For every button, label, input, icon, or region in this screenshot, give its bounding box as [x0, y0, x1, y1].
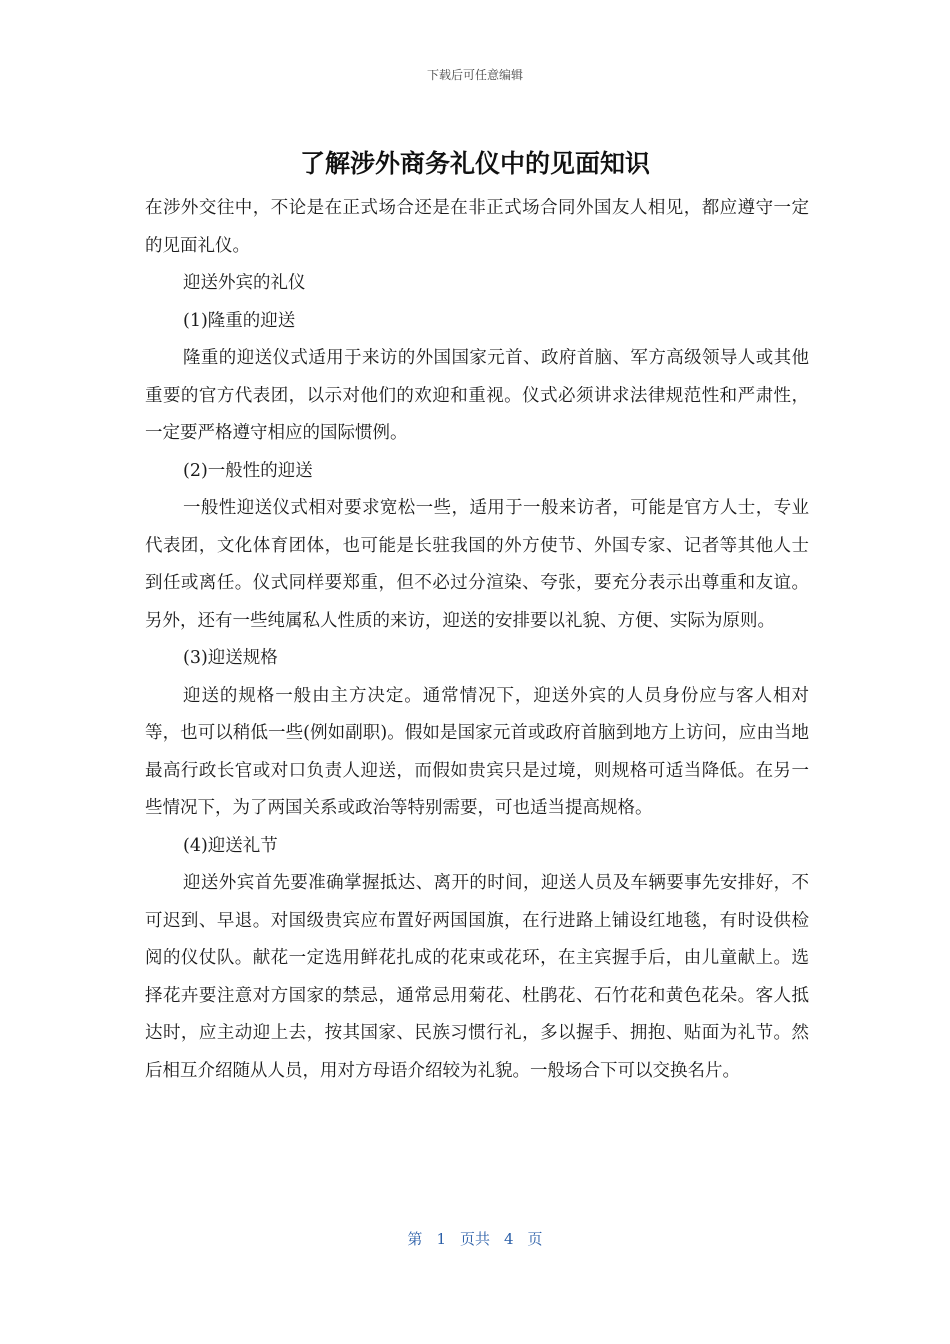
header-note: 下载后可任意编辑 — [426, 68, 523, 82]
document-body — [145, 190, 809, 1090]
subsection-heading: (1)隆重的迎送 — [183, 310, 296, 331]
page-label-mid: 页共 — [459, 1230, 490, 1248]
subsection-heading: (3)迎送规格 — [183, 648, 278, 668]
body-paragraph: 迎送外宾首先要准确掌握抵达、离开的时间，迎送人员及车辆要事先安排好，不可迟到、早退。对国级贵宾应布置好两国国旗，在行进路上铺设红地毯，有时设供检阅的仪仗队。献花一定选用鲜花扎成的花束或花环，在主宾握手后，由儿童献上。选择花卉要注意对方国家的禁忌，通常忌用菊花、杜鹃花、石竹花和黄色花朵。客人抵达时，应主动迎上去，按其国家、民族习惯行礼，多以握手、拥抱、贴面为礼节。然后相互介绍随从人员，用对方母语介绍较为礼貌。一般场合下可以交换名片。 — [145, 873, 809, 1081]
document-title: 了解涉外商务礼仪中的见面知识 — [299, 149, 650, 178]
current-page-number: 1 — [436, 1230, 446, 1248]
subsection-heading: (2)一般性的迎送 — [183, 460, 313, 481]
section-heading: 迎送外宾的礼仪 — [183, 273, 306, 293]
body-paragraph: 一般性迎送仪式相对要求宽松一些，适用于一般来访者，可能是官方人士，专业代表团，文化体育团体，也可能是长驻我国的外方使节、外国专家、记者等其他人士到任或离任。仪式同样要郑重，但不必过分渲染、夸张，要充分表示出尊重和友谊。另外，还有一些纯属私人性质的来访，迎送的安排要以礼貌、方便、实际为原则。 — [145, 498, 809, 631]
page-footer — [0, 1229, 950, 1249]
page-label-suffix: 页 — [527, 1230, 543, 1248]
total-pages-number: 4 — [504, 1230, 514, 1248]
body-paragraph: 隆重的迎送仪式适用于来访的外国国家元首、政府首脑、军方高级领导人或其他重要的官方代表团，以示对他们的欢迎和重视。仪式必须讲求法律规范性和严肃性，一定要严格遵守相应的国际惯例。 — [145, 348, 809, 443]
page-label-prefix: 第 — [407, 1230, 423, 1248]
intro-paragraph: 在涉外交往中，不论是在正式场合还是在非正式场合同外国友人相见，都应遵守一定的见面礼仪。 — [145, 198, 809, 256]
subsection-heading: (4)迎送礼节 — [183, 835, 278, 856]
body-paragraph: 迎送的规格一般由主方决定。通常情况下，迎送外宾的人员身份应与客人相对等，也可以稍低一些(例如副职)。假如是国家元首或政府首脑到地方上访问，应由当地最高行政长官或对口负责人迎送，而假如贵宾只是过境，则规格可适当降低。在另一些情况下，为了两国关系或政治等特别需要，可也适当提高规格。 — [145, 685, 809, 818]
